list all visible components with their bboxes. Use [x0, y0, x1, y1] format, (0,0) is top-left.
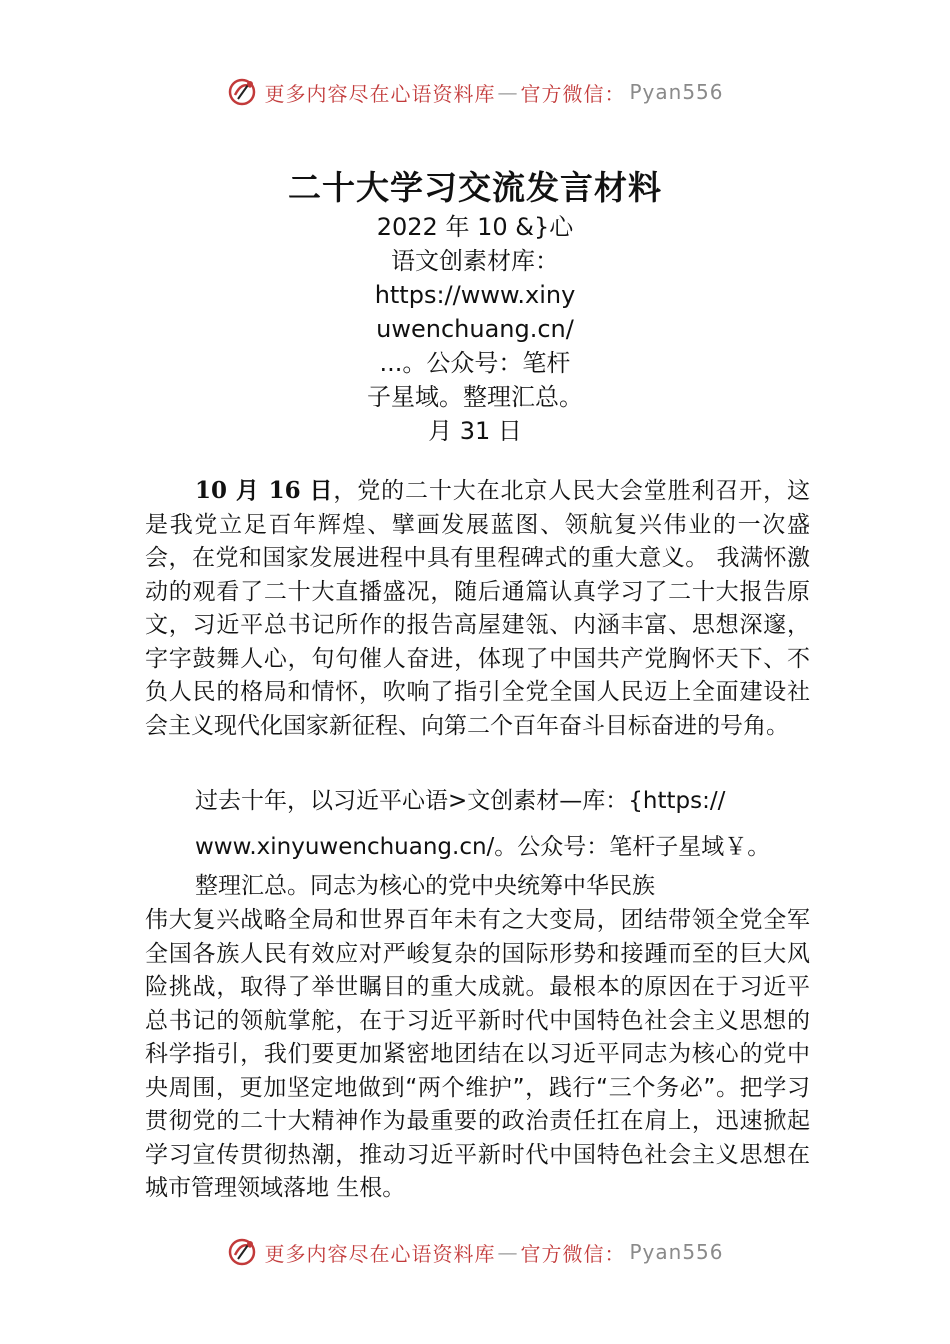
paragraph-1	[145, 474, 810, 743]
paragraph-2-line-3: 整理汇总。同志为核心的党中央统筹中华民族	[195, 873, 655, 899]
meta-line: ...。公众号：笔杆	[379, 349, 571, 377]
paragraph-2-intro	[195, 778, 835, 870]
footer-watermark	[0, 1232, 950, 1272]
meta-line: uwenchuang.cn/	[376, 315, 574, 343]
paragraph-1-date: 10 月 16 日	[195, 477, 334, 504]
meta-line: https://www.xiny	[374, 281, 576, 309]
meta-line: 2022 年 10 &}心	[376, 213, 574, 241]
document-title: 二十大学习交流发言材料	[288, 168, 662, 207]
watermark-wechat-id: Pyan556	[629, 80, 724, 104]
brand-logo-icon	[226, 1235, 260, 1269]
watermark-suffix: 官方微信：	[520, 81, 626, 106]
meta-line: 月 31 日	[428, 417, 522, 445]
watermark-suffix: 官方微信：	[520, 1241, 626, 1266]
paragraph-2-line-2: www.xinyuwenchuang.cn/。公众号：笔杆子星域￥。	[195, 834, 771, 860]
watermark-text: 更多内容尽在心语资料库	[264, 1241, 496, 1266]
watermark-dash: —	[497, 1240, 519, 1264]
header-watermark	[0, 72, 950, 112]
document-meta	[0, 210, 950, 448]
brand-logo-icon	[226, 75, 260, 109]
paragraph-1-body: ，党的二十大在北京人民大会堂胜利召开，这是我党立足百年辉煌、擘画发展蓝图、领航复兴伟业的一次盛会，在党和国家发展进程中具有里程碑式的重大意义。 我满怀激动的观看了二十大直播盛况，随后通篇认真学习了二十大报告原文，习近平总书记所作的报告高屋建瓴、内涵丰富、思想深邃，字字鼓舞人心，句句催人奋进，体现了中国共产党胸怀天下、不负人民的格局和情怀，吹响了指引全党全国人民迈上全面建设社会主义现代化国家新征程、向第二个百年奋斗目标奋进的号角。	[145, 478, 810, 739]
meta-line: 子星域。整理汇总。	[367, 383, 583, 411]
watermark-text: 更多内容尽在心语资料库	[264, 81, 496, 106]
paragraph-2-line-1: 过去十年，以习近平心语>文创素材—库：{https://	[195, 788, 726, 814]
paragraph-2-body: 伟大复兴战略全局和世界百年未有之大变局，团结带领全党全军全国各族人民有效应对严峻复杂的国际形势和接踵而至的巨大风险挑战，取得了举世瞩目的重大成就。最根本的原因在于习近平总书记的领航掌舵，在于习近平新时代中国特色社会主义思想的科学指引，我们要更加紧密地团结在以习近平同志为核心的党中央周围，更加坚定地做到“两个维护”，践行“三个务必”。把学习贯彻党的二十大精神作为最重要的政治责任扛在肩上，迅速掀起学习宣传贯彻热潮，推动习近平新时代中国特色社会主义思想在城市管理领域落地 生根。	[145, 907, 810, 1201]
meta-line: 语文创素材库：	[391, 247, 559, 275]
watermark-wechat-id: Pyan556	[629, 1240, 724, 1264]
watermark-dash: —	[497, 80, 519, 104]
